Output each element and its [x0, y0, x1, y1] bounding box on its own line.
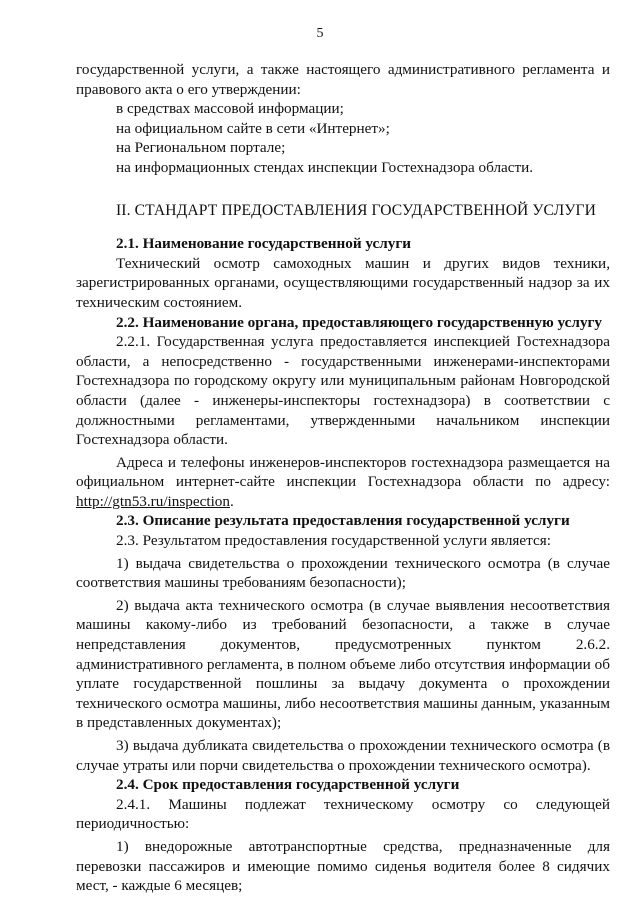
paragraph-2-2-1: 2.2.1. Государственная услуга предоставляется инспекцией Гостехнадзора области, а непосредственно - государственными инженерами-инспекторами Гостехнадзора по городскому округу или муниципальным районам Новгородской области (далее - инженеры-инспекторы гостехнадзора) в соответствии с должностными регламентами, утвержденными начальником инспекции Гостехнадзора области. — [76, 333, 610, 449]
result-item-3: 3) выдача дубликата свидетельства о прохождении технического осмотра (в случае утраты или порчи свидетельства о прохождении технического осмотра). — [76, 737, 610, 774]
link-tail: . — [229, 492, 234, 510]
result-item-1: 1) выдача свидетельства о прохождении технического осмотра (в случае соответствия машины требованиям безопасности); — [76, 554, 610, 592]
list-item-media: в средствах массовой информации; — [116, 100, 344, 118]
document-body — [76, 60, 610, 896]
heading-2-4: 2.4. Срок предоставления государственной услуги — [116, 776, 460, 794]
paragraph-2-4-1: 2.4.1. Машины подлежат техническому осмотру со следующей периодичностью: — [76, 795, 610, 833]
paragraph-2-2-addresses — [76, 453, 610, 512]
heading-2-2: 2.2. Наименование органа, предоставляющего государственную услугу — [116, 313, 603, 331]
list-item-website: на официальном сайте в сети «Интернет»; — [116, 119, 390, 137]
list-item-portal: на Региональном портале; — [116, 139, 286, 157]
paragraph-2-4-1-item-1: 1) внедорожные автотранспортные средства, предназначенные для перевозки пассажиров и имеющие помимо сиденья водителя более 8 сидячих мест, - каждые 6 месяцев; — [76, 837, 610, 895]
paragraph-continuation: государственной услуги, а также настоящего административного регламента и правового акта о его утверждении: — [76, 61, 610, 98]
addresses-text: Адреса и телефоны инженеров-инспекторов гостехнадзора размещается на официальном интернет-сайте инспекции Гостехнадзора области по адресу: — [76, 453, 610, 491]
heading-2-3: 2.3. Описание результата предоставления государственной услуги — [116, 512, 570, 530]
page-number: 5 — [316, 26, 324, 41]
list-item-stands: на информационных стендах инспекции Гостехнадзора области. — [116, 158, 534, 176]
heading-2-1: 2.1. Наименование государственной услуги — [116, 235, 412, 253]
result-item-2: 2) выдача акта технического осмотра (в случае выявления несоответствия машины какому-либо из требований безопасности, а также в случае непредставления документов, предусмотренных пунктом 2.6.2. административного регламента, в полном объеме либо отсутствия информации об уплате государственной пошлины за выдачу документа о прохождении технического осмотра машины, либо несоответствия машины данным, указанным в представленных документах); — [76, 596, 610, 732]
inspection-link[interactable]: http://gtn53.ru/inspection — [76, 492, 230, 510]
paragraph-2-3-intro: 2.3. Результатом предоставления государственной услуги является: — [116, 532, 551, 550]
section-title: II. СТАНДАРТ ПРЕДОСТАВЛЕНИЯ ГОСУДАРСТВЕННОЙ УСЛУГИ — [116, 201, 596, 219]
paragraph-2-1: Технический осмотр самоходных машин и других видов техники, зарегистрированных органами, осуществляющими государственный надзор за их техническим состоянием. — [76, 254, 610, 311]
